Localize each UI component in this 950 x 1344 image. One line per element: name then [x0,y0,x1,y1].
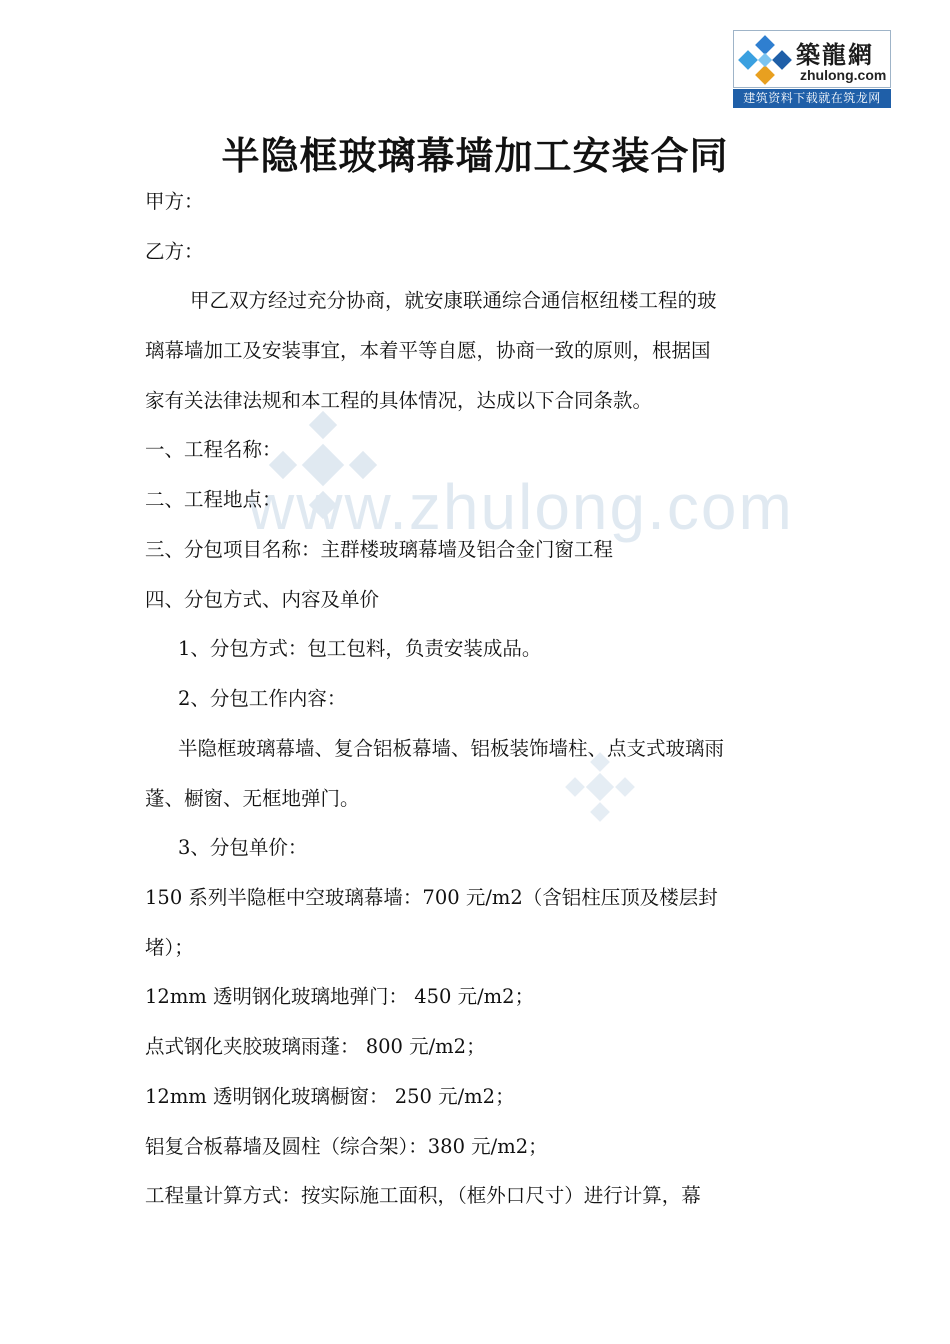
price-item-line: 堵）； [145,936,194,959]
watermark-text: www.zhulong.com [248,471,794,543]
intro-paragraph-line: 家有关法律法规和本工程的具体情况，达成以下合同条款。 [145,389,653,412]
party-b-line: 乙方： [145,240,204,263]
unit-price-heading: 3、分包单价： [178,836,308,859]
price-item-line: 150 系列半隐框中空玻璃幕墙：700 元/m2（含铝柱压顶及楼层封 [145,886,718,909]
logo-domain: zhulong.com [800,67,887,83]
price-item-line: 12mm 透明钢化玻璃地弹门： 450 元/m2； [145,985,535,1008]
intro-paragraph-line: 甲乙双方经过充分协商，就安康联通综合通信枢纽楼工程的玻 [190,289,717,312]
price-item-line: 点式钢化夹胶玻璃雨蓬： 800 元/m2； [145,1035,486,1058]
party-a-line: 甲方： [145,190,204,213]
snowflake-logo-icon [738,35,792,85]
section-heading-four: 四、分包方式、内容及单价 [145,588,380,611]
subcontract-method-line: 1、分包方式：包工包料，负责安装成品。 [178,637,542,660]
subcontract-item-line: 三、分包项目名称：主群楼玻璃幕墙及铝合金门窗工程 [145,538,614,561]
document-title: 半隐框玻璃幕墙加工安装合同 [221,134,729,178]
work-content-line: 半隐框玻璃幕墙、复合铝板幕墙、铝板装饰墙柱、点支式玻璃雨 [178,737,725,760]
price-item-line: 铝复合板幕墙及圆柱（综合架）：380 元/m2； [145,1135,548,1158]
zhulong-logo [733,30,891,108]
project-name-line: 一、工程名称： [145,438,282,461]
intro-paragraph-line: 璃幕墙加工及安装事宜，本着平等自愿，协商一致的原则，根据国 [145,339,711,362]
logo-box [733,30,891,88]
quantity-calculation-line: 工程量计算方式：按实际施工面积，（框外口尺寸）进行计算，幕 [145,1184,701,1207]
work-content-line: 蓬、橱窗、无框地弹门。 [145,787,360,810]
project-location-line: 二、工程地点： [145,488,282,511]
price-item-line: 12mm 透明钢化玻璃橱窗： 250 元/m2； [145,1085,515,1108]
logo-slogan: 建筑资料下载就在筑龙网 [733,89,891,108]
logo-name-cn: 築龍網 [796,40,874,69]
work-content-heading: 2、分包工作内容： [178,687,347,710]
